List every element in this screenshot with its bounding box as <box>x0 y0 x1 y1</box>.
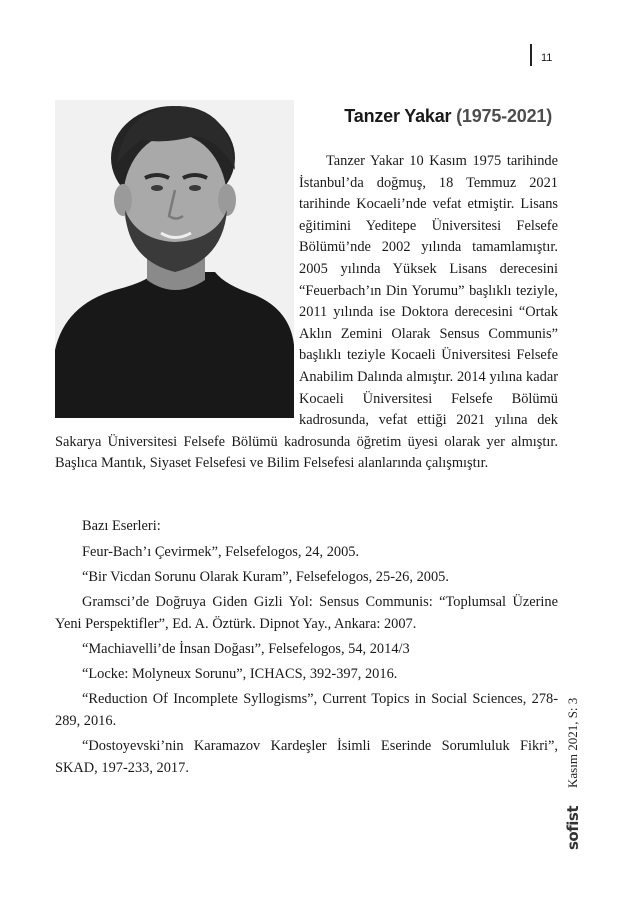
photo-text-wrap-space <box>55 151 299 431</box>
page-title <box>300 106 552 127</box>
work-item: “Bir Vicdan Sorunu Olarak Kuram”, Felsefelogos, 25-26, 2005. <box>82 569 449 585</box>
works-section <box>55 515 558 782</box>
works-heading: Bazı Eserleri: <box>82 518 161 534</box>
work-item: “Machiavelli’de İnsan Doğası”, Felsefelogos, 54, 2014/3 <box>82 641 410 657</box>
work-item: “Dostoyevski’nin Karamazov Kardeşler İsimli Eserinde Sorumluluk Fikri”, SKAD, 197-233, 2017. <box>55 738 558 776</box>
biography-text: Tanzer Yakar 10 Kasım 1975 tarihinde İstanbul’da doğmuş, 18 Temmuz 2021 tarihinde Kocaeli’nde vefat etmiştir. Lisans eğitimini Yeditepe Üniversitesi Felsefe Bölümü’nde 2002 yılında tamamlamıştır. 2005 yılında Yüksek Lisans derecesini “Feuerbach’ın Din Yorumu” başlıklı teziyle, 2011 yılında ise Doktora derecesini “Ortak Aklın Zemini Olarak Sensus Communis” başlıklı teziyle Kocaeli Üniversitesi Felsefe Anabilim Dalında almıştır. 2014 yılına kadar Kocaeli Üniversitesi Felsefe Bölümü kadrosunda, vefat ettiği 2021 yılına dek Sakarya Üniversitesi Felsefe Bölümü kadrosunda öğretim üyesi olarak yer almıştır. Başlıca Mantık, Siyaset Felsefesi ve Bilim Felsefesi alanlarında çalışmıştır. <box>55 153 558 472</box>
person-name: Tanzer Yakar <box>344 106 452 126</box>
sofist-logo: sofist <box>564 806 582 850</box>
work-item: “Locke: Molyneux Sorunu”, ICHACS, 392-397, 2016. <box>82 666 398 682</box>
biography-block <box>55 151 558 475</box>
life-years: (1975-2021) <box>456 106 552 126</box>
work-item: Feur-Bach’ı Çevirmek”, Felsefelogos, 24, 2005. <box>82 544 360 560</box>
journal-issue-label: Kasım 2021, S: 3 <box>565 697 580 788</box>
page-number: 11 <box>541 52 553 64</box>
work-item: Gramsci’de Doğruya Giden Gizli Yol: Sensus Communis: “Toplumsal Üzerine Yeni Perspektifler”, Ed. A. Öztürk. Dipnot Yay., Ankara: 2007. <box>55 594 558 632</box>
work-item: “Reduction Of Incomplete Syllogisms”, Current Topics in Social Sciences, 278-289, 2016. <box>55 691 558 729</box>
page-number-rule <box>530 44 532 66</box>
